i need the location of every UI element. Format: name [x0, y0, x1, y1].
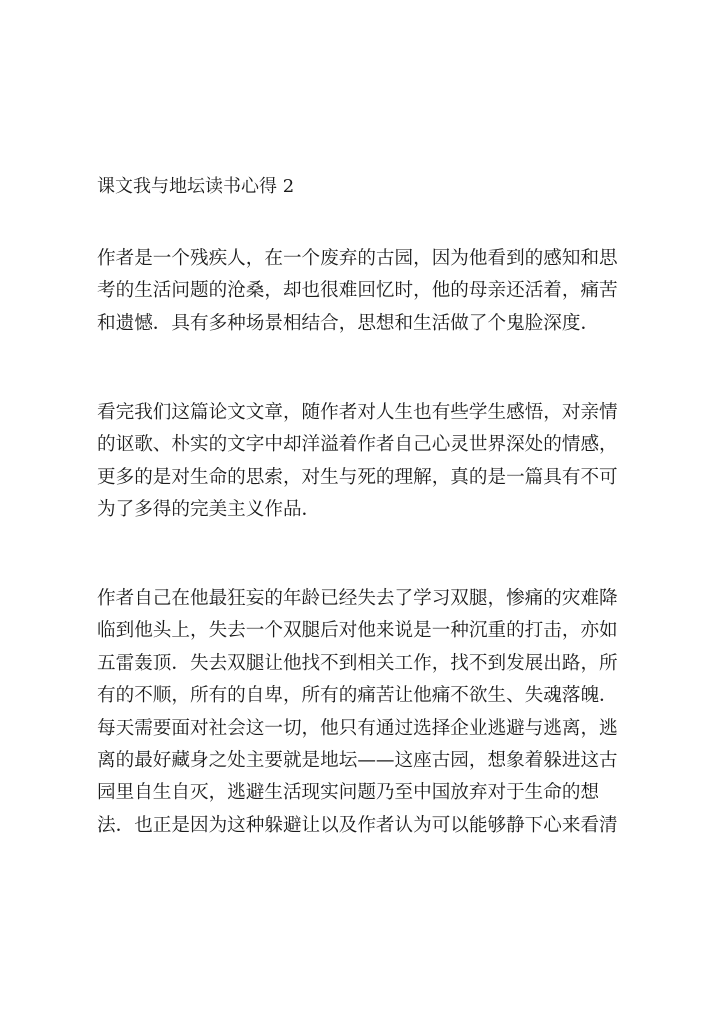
- paragraph-line: 为了多得的完美主义作品．: [97, 499, 321, 521]
- paragraph-line: 作者是一个残疾人，在一个废弃的古园，因为他看到的感知和思: [97, 248, 618, 269]
- paragraph-line: 作者自己在他最狂妄的年龄已经失去了学习双腿，惨痛的灾难降: [97, 588, 618, 609]
- document-title: 课文我与地坛读书心得 2: [97, 176, 295, 197]
- paragraph-2: [97, 397, 637, 527]
- paragraph-line: 和遗憾．具有多种场景相结合，思想和生活做了个鬼脸深度．: [97, 312, 600, 334]
- paragraph-line: 考的生活问题的沧桑，却也很难回忆时，他的母亲还活着，痛苦: [97, 280, 618, 302]
- paragraph-1: [97, 243, 637, 340]
- paragraph-line: 园里自生自灭，逃避生活现实问题乃至中国放弃对于生命的想: [97, 782, 600, 804]
- paragraph-line: 法．也正是因为这种躲避让以及作者认为可以能够静下心来看清: [97, 814, 618, 836]
- paragraph-line: 离的最好藏身之处主要就是地坛——这座古园，想象着躲进这古: [97, 749, 618, 771]
- paragraph-line: 临到他头上，失去一个双腿后对他来说是一种沉重的打击，亦如: [97, 620, 618, 642]
- paragraph-line: 每天需要面对社会这一切，他只有通过选择企业逃避与逃离，逃: [97, 717, 618, 739]
- paragraph-line: 更多的是对生命的思索，对生与死的理解，真的是一篇具有不可: [97, 466, 618, 488]
- paragraph-line: 五雷轰顶．失去双腿让他找不到相关工作，找不到发展出路，所: [97, 652, 618, 674]
- paragraph-line: 的讴歌、朴实的文字中却洋溢着作者自己心灵世界深处的情感，: [97, 434, 618, 456]
- paragraph-line: 看完我们这篇论文文章，随作者对人生也有些学生感悟，对亲情: [97, 402, 618, 423]
- paragraph-line: 有的不顺，所有的自卑，所有的痛苦让他痛不欲生、失魂落魄．: [97, 685, 618, 707]
- paragraph-3: [97, 583, 637, 842]
